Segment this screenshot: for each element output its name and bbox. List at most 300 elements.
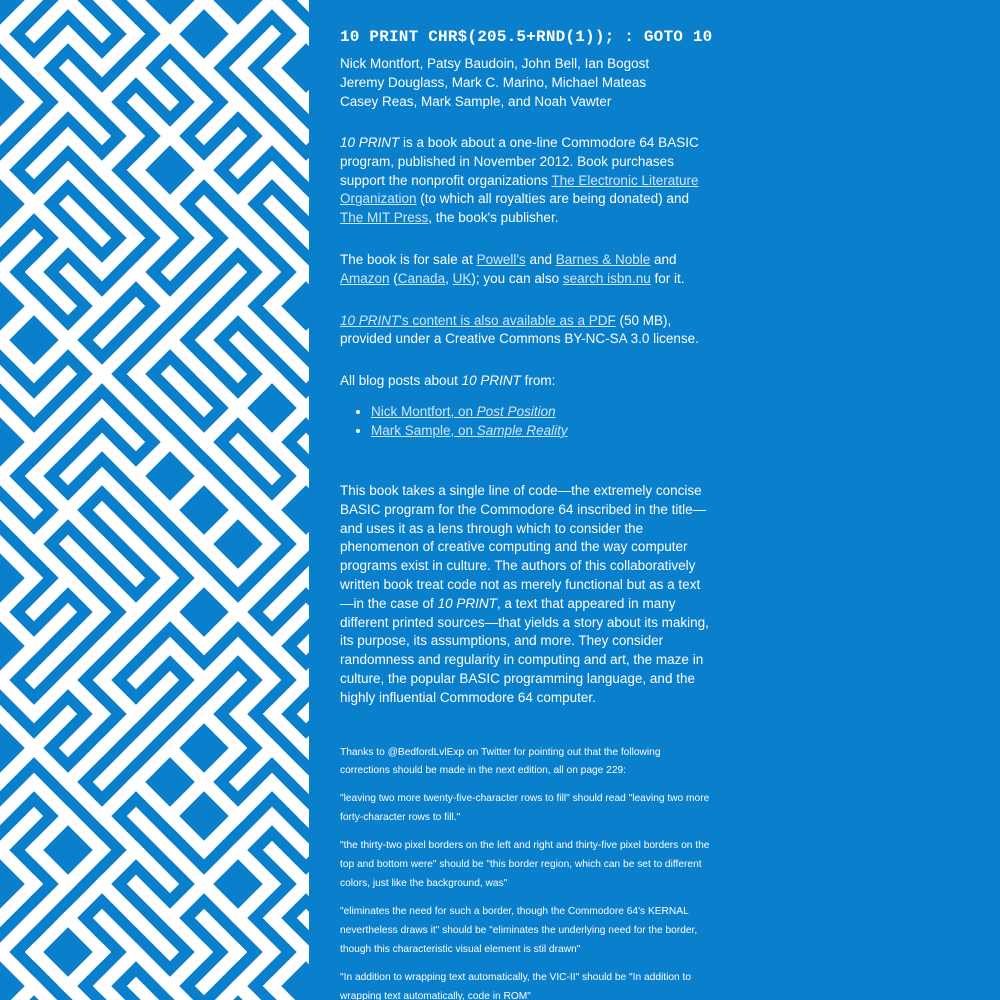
description-text: This book takes a single line of code—the extremely concise BASIC program for the Commodore 64 inscribed in the title—and uses it as a lens through which to consider the phenomenon of creative computing and the way computer programs exist in culture. The authors of this collaboratively written book treat code not as merely functional but as a text—in the case of [340, 482, 707, 611]
page-title: 10 PRINT CHR$(205.5+RND(1)); : GOTO 10 [340, 28, 713, 46]
maze-segment [0, 408, 34, 442]
maze-segment [0, 544, 34, 578]
maze-segment [34, 306, 68, 340]
maze-segment [136, 646, 170, 680]
maze-segment [0, 476, 34, 510]
maze-segment [136, 884, 170, 918]
maze-segment [238, 102, 272, 136]
maze-segment [34, 782, 68, 816]
maze-segment [0, 68, 34, 102]
maze-segment [102, 884, 136, 918]
maze-segment [102, 102, 136, 136]
sale-text: and [525, 251, 556, 267]
blog-list [340, 402, 710, 440]
maze-segment [102, 952, 136, 986]
maze-segment [170, 680, 204, 714]
maze-segment [170, 204, 204, 238]
maze-segment [102, 204, 136, 238]
maze-segment [238, 646, 272, 680]
maze-segment [170, 306, 204, 340]
maze-segment [170, 238, 204, 272]
maze-segment [0, 34, 34, 68]
maze-segment [68, 612, 102, 646]
maze-segment [34, 952, 68, 986]
maze-segment [204, 408, 238, 442]
maze-segment [68, 714, 102, 748]
maze-segment [204, 782, 238, 816]
maze-segment [238, 476, 272, 510]
maze-segment [204, 170, 238, 204]
maze-segment [204, 374, 238, 408]
maze-segment [170, 612, 204, 646]
blog-intro-em: 10 PRINT [461, 373, 521, 389]
maze-segment [272, 748, 306, 782]
maze-segment [306, 476, 309, 510]
mit-press-link[interactable]: The MIT Press [340, 210, 429, 226]
maze-segment [238, 0, 272, 34]
pdf-paragraph [340, 312, 710, 350]
maze-segment [0, 102, 34, 136]
maze-segment [170, 68, 204, 102]
maze-segment [272, 68, 306, 102]
maze-segment [102, 816, 136, 850]
maze-segment [102, 578, 136, 612]
maze-segment [272, 816, 306, 850]
maze-segment [0, 748, 34, 782]
maze-segment [68, 340, 102, 374]
maze-segment [170, 646, 204, 680]
maze-segment [136, 510, 170, 544]
pdf-link[interactable] [340, 313, 616, 328]
amazon-uk-link[interactable]: UK [452, 270, 472, 286]
maze-segment [306, 952, 309, 986]
corrections-intro: Thanks to @BedfordLvlExp on Twitter for pointing out that the following corrections should be made in the next edition, all on page 229: [340, 746, 661, 777]
maze-segment [0, 918, 34, 952]
maze-segment [204, 34, 238, 68]
maze-segment [0, 714, 34, 748]
maze-segment [170, 136, 204, 170]
maze-segment [0, 170, 34, 204]
maze-segment [136, 680, 170, 714]
maze-segment [102, 680, 136, 714]
maze-segment [34, 612, 68, 646]
maze-segment [34, 884, 68, 918]
maze-segment [136, 0, 170, 34]
maze-segment [68, 782, 102, 816]
maze-segment [272, 918, 306, 952]
maze-segment [68, 374, 102, 408]
maze-segment [0, 204, 34, 238]
maze-segment [102, 68, 136, 102]
maze-segment [170, 918, 204, 952]
maze-segment [272, 578, 306, 612]
maze-segment [136, 102, 170, 136]
maze-segment [272, 238, 306, 272]
blog-link-text: Mark Sample, on [371, 422, 477, 438]
maze-segment [170, 748, 204, 782]
maze-segment [204, 748, 238, 782]
maze-segment [136, 748, 170, 782]
maze-segment [170, 442, 204, 476]
maze-pattern-image [0, 0, 309, 1000]
maze-segment [0, 374, 34, 408]
maze-segment [102, 340, 136, 374]
maze-segment [34, 442, 68, 476]
description-paragraph [340, 482, 710, 708]
maze-segment [0, 136, 34, 170]
maze-segment [68, 884, 102, 918]
maze-segment [272, 680, 306, 714]
maze-segment [34, 238, 68, 272]
maze-segment [34, 102, 68, 136]
maze-segment [238, 816, 272, 850]
maze-segment [238, 510, 272, 544]
maze-segment [34, 340, 68, 374]
maze-segment [102, 476, 136, 510]
maze-segment [204, 646, 238, 680]
maze-segment [238, 136, 272, 170]
maze-segment [204, 68, 238, 102]
maze-segment [306, 986, 309, 1000]
intro-paragraph [340, 134, 710, 228]
maze-segment [136, 442, 170, 476]
maze-segment [204, 238, 238, 272]
maze-segment [170, 408, 204, 442]
maze-segment [102, 714, 136, 748]
maze-segment [238, 68, 272, 102]
maze-segment [136, 408, 170, 442]
blog-name-em: Sample Reality [476, 422, 568, 438]
maze-segment [102, 612, 136, 646]
maze-segment [102, 170, 136, 204]
maze-segment [68, 476, 102, 510]
maze-segment [204, 272, 238, 306]
maze-segment [272, 714, 306, 748]
pdf-link-em: 10 PRINT [340, 312, 400, 328]
sale-text: ( [389, 270, 398, 286]
maze-segment [306, 272, 309, 306]
maze-segment [34, 204, 68, 238]
maze-segment [272, 476, 306, 510]
maze-segment [170, 340, 204, 374]
maze-segment [272, 170, 306, 204]
maze-segment [102, 136, 136, 170]
maze-segment [102, 408, 136, 442]
maze-segment [204, 204, 238, 238]
sale-text: and [650, 251, 677, 267]
maze-segment [68, 0, 102, 34]
maze-segment [0, 884, 34, 918]
maze-segment [0, 272, 34, 306]
maze-segment [238, 238, 272, 272]
maze-segment [0, 850, 34, 884]
maze-segment [238, 884, 272, 918]
maze-segment [204, 544, 238, 578]
maze-segment [136, 544, 170, 578]
maze-segment [170, 850, 204, 884]
maze-segment [102, 442, 136, 476]
maze-segment [136, 204, 170, 238]
correction-item: "In addition to wrapping text automatically, the VIC-II" should be "In addition to wrapping text automatically, code in ROM" [340, 971, 692, 1000]
maze-segment [170, 374, 204, 408]
maze-segment [272, 0, 306, 34]
maze-segment [136, 714, 170, 748]
maze-segment [68, 442, 102, 476]
maze-segment [34, 68, 68, 102]
maze-segment [238, 272, 272, 306]
maze-segment [0, 306, 34, 340]
maze-segment [204, 306, 238, 340]
maze-segment [102, 646, 136, 680]
maze-segment [102, 782, 136, 816]
maze-segment [170, 952, 204, 986]
maze-segment [102, 238, 136, 272]
amazon-canada-link[interactable]: Canada [397, 270, 446, 286]
maze-segment [68, 102, 102, 136]
sale-text: , [445, 270, 453, 286]
maze-segment [170, 0, 204, 34]
maze-segment [68, 952, 102, 986]
maze-segment [68, 680, 102, 714]
maze-segment [272, 544, 306, 578]
maze-segment [204, 476, 238, 510]
barnes-noble-link[interactable]: Barnes & Noble [555, 251, 651, 267]
maze-segment [34, 272, 68, 306]
maze-segment [136, 238, 170, 272]
blog-intro-text: All blog posts about [340, 373, 462, 389]
maze-segment [238, 918, 272, 952]
pdf-text: (50 MB), provided under a Creative Commons BY-NC-SA 3.0 license. [340, 312, 699, 347]
maze-segment [136, 476, 170, 510]
maze-segment [136, 816, 170, 850]
description-text: , a text that appeared in many different printed sources—that yields a story about its making, its purpose, its assumptions, and more. They consider randomness and regularity in computing and art, the maze in culture, the popular BASIC programming language, and the highly influential Commodore 64 computer. [340, 595, 709, 705]
maze-segment [68, 918, 102, 952]
correction-item: "leaving two more twenty-five-character rows to fill" should read "leaving two more forty-character rows to fill." [340, 793, 710, 824]
blog-link-sample[interactable] [371, 423, 568, 438]
maze-segment [102, 544, 136, 578]
maze-segment [102, 0, 136, 34]
maze-segment [272, 102, 306, 136]
blog-link-montfort[interactable] [371, 404, 556, 419]
maze-segment [170, 816, 204, 850]
maze-segment [272, 204, 306, 238]
maze-segment [238, 442, 272, 476]
maze-pattern-graphic [0, 0, 309, 1000]
maze-segment [34, 0, 68, 34]
maze-segment [68, 238, 102, 272]
maze-segment [34, 578, 68, 612]
maze-segment [136, 918, 170, 952]
maze-segment [204, 442, 238, 476]
maze-segment [68, 544, 102, 578]
maze-segment [0, 510, 34, 544]
maze-segment [136, 68, 170, 102]
maze-segment [68, 170, 102, 204]
maze-segment [136, 850, 170, 884]
maze-segment [238, 340, 272, 374]
corrections-section [340, 744, 710, 1000]
maze-segment [68, 34, 102, 68]
maze-segment [34, 646, 68, 680]
author-line: Casey Reas, Mark Sample, and Noah Vawter [340, 94, 612, 109]
list-item [371, 421, 710, 440]
sale-text: ); you can also [471, 270, 563, 286]
maze-segment [136, 34, 170, 68]
maze-segment [238, 748, 272, 782]
maze-segment [272, 136, 306, 170]
maze-segment [102, 850, 136, 884]
maze-segment [136, 272, 170, 306]
maze-segment [272, 850, 306, 884]
maze-segment [136, 612, 170, 646]
maze-segment [272, 986, 306, 1000]
elo-link[interactable]: The Electronic Literature Organization [340, 172, 699, 207]
maze-segment [0, 612, 34, 646]
maze-segment [34, 374, 68, 408]
maze-segment [204, 884, 238, 918]
sale-text: The book is for sale at [340, 251, 477, 267]
maze-segment [204, 918, 238, 952]
intro-text: , the book's publisher. [428, 210, 559, 226]
maze-segment [68, 306, 102, 340]
maze-segment [170, 782, 204, 816]
maze-segment [204, 510, 238, 544]
maze-segment [0, 646, 34, 680]
maze-segment [238, 782, 272, 816]
maze-segment [272, 952, 306, 986]
maze-segment [272, 510, 306, 544]
maze-segment [34, 850, 68, 884]
maze-segment [136, 782, 170, 816]
sale-text: for it. [650, 270, 685, 286]
maze-segment [0, 578, 34, 612]
maze-segment [102, 34, 136, 68]
maze-segment [170, 34, 204, 68]
maze-segment [34, 544, 68, 578]
maze-segment [170, 578, 204, 612]
maze-segment [204, 952, 238, 986]
maze-segment [272, 612, 306, 646]
maze-segment [272, 442, 306, 476]
maze-segment [204, 0, 238, 34]
maze-segment [204, 850, 238, 884]
maze-segment [204, 136, 238, 170]
maze-segment [272, 782, 306, 816]
maze-segment [272, 34, 306, 68]
maze-segment [34, 816, 68, 850]
isbn-search-link[interactable]: search isbn.nu [562, 270, 651, 286]
author-list [340, 54, 710, 111]
maze-segment [136, 306, 170, 340]
maze-segment [102, 918, 136, 952]
maze-segment [102, 510, 136, 544]
maze-segment [34, 170, 68, 204]
maze-segment [272, 408, 306, 442]
maze-segment [68, 510, 102, 544]
blog-name-em: Post Position [476, 403, 556, 419]
maze-segment [68, 646, 102, 680]
maze-segment [238, 170, 272, 204]
maze-segment [34, 408, 68, 442]
amazon-link[interactable]: Amazon [340, 270, 390, 286]
maze-segment [238, 374, 272, 408]
maze-segment [204, 816, 238, 850]
pdf-link-text: 's content is also available as a PDF [399, 312, 616, 328]
maze-segment [0, 782, 34, 816]
maze-segment [170, 476, 204, 510]
maze-segment [102, 306, 136, 340]
maze-segment [238, 306, 272, 340]
main-content [340, 28, 713, 1000]
maze-segment [204, 612, 238, 646]
maze-segment [0, 816, 34, 850]
maze-segment [272, 646, 306, 680]
blog-link-text: Nick Montfort, on [371, 403, 477, 419]
maze-segment [238, 408, 272, 442]
correction-item: "the thirty-two pixel borders on the left and right and thirty-five pixel borders on the top and bottom were" should be "this border region, which can be set to different colors, just like the background, was" [340, 840, 710, 889]
maze-segment [136, 170, 170, 204]
maze-segment [68, 204, 102, 238]
maze-segment [136, 136, 170, 170]
maze-segment [102, 272, 136, 306]
maze-segment [204, 578, 238, 612]
maze-segment [0, 680, 34, 714]
maze-segment [238, 714, 272, 748]
maze-segment [170, 714, 204, 748]
maze-segment [68, 136, 102, 170]
maze-segment [272, 272, 306, 306]
maze-segment [34, 136, 68, 170]
maze-segment [136, 578, 170, 612]
maze-segment [34, 748, 68, 782]
maze-segment [34, 476, 68, 510]
maze-segment [0, 442, 34, 476]
maze-segment [272, 374, 306, 408]
powells-link[interactable]: Powell's [476, 251, 526, 267]
maze-segment [170, 170, 204, 204]
maze-segment [170, 272, 204, 306]
maze-segment [204, 714, 238, 748]
sale-paragraph [340, 251, 710, 289]
maze-segment [170, 102, 204, 136]
maze-segment [34, 680, 68, 714]
maze-segment [238, 680, 272, 714]
maze-segment [68, 68, 102, 102]
intro-text: (to which all royalties are being donated) and [416, 191, 689, 207]
maze-segment [272, 306, 306, 340]
author-line: Jeremy Douglass, Mark C. Marino, Michael Mateas [340, 75, 647, 90]
maze-segment [0, 952, 34, 986]
maze-segment [102, 374, 136, 408]
maze-segment [204, 340, 238, 374]
maze-segment [136, 952, 170, 986]
maze-segment [68, 850, 102, 884]
list-item [371, 402, 710, 421]
maze-segment [238, 612, 272, 646]
maze-segment [272, 884, 306, 918]
maze-segment [238, 578, 272, 612]
maze-segment [238, 204, 272, 238]
maze-segment [238, 952, 272, 986]
maze-segment [68, 816, 102, 850]
maze-segment [170, 884, 204, 918]
maze-segment [238, 544, 272, 578]
maze-segment [34, 34, 68, 68]
maze-segment [136, 374, 170, 408]
maze-segment [0, 340, 34, 374]
maze-segment [0, 0, 34, 34]
maze-segment [34, 918, 68, 952]
